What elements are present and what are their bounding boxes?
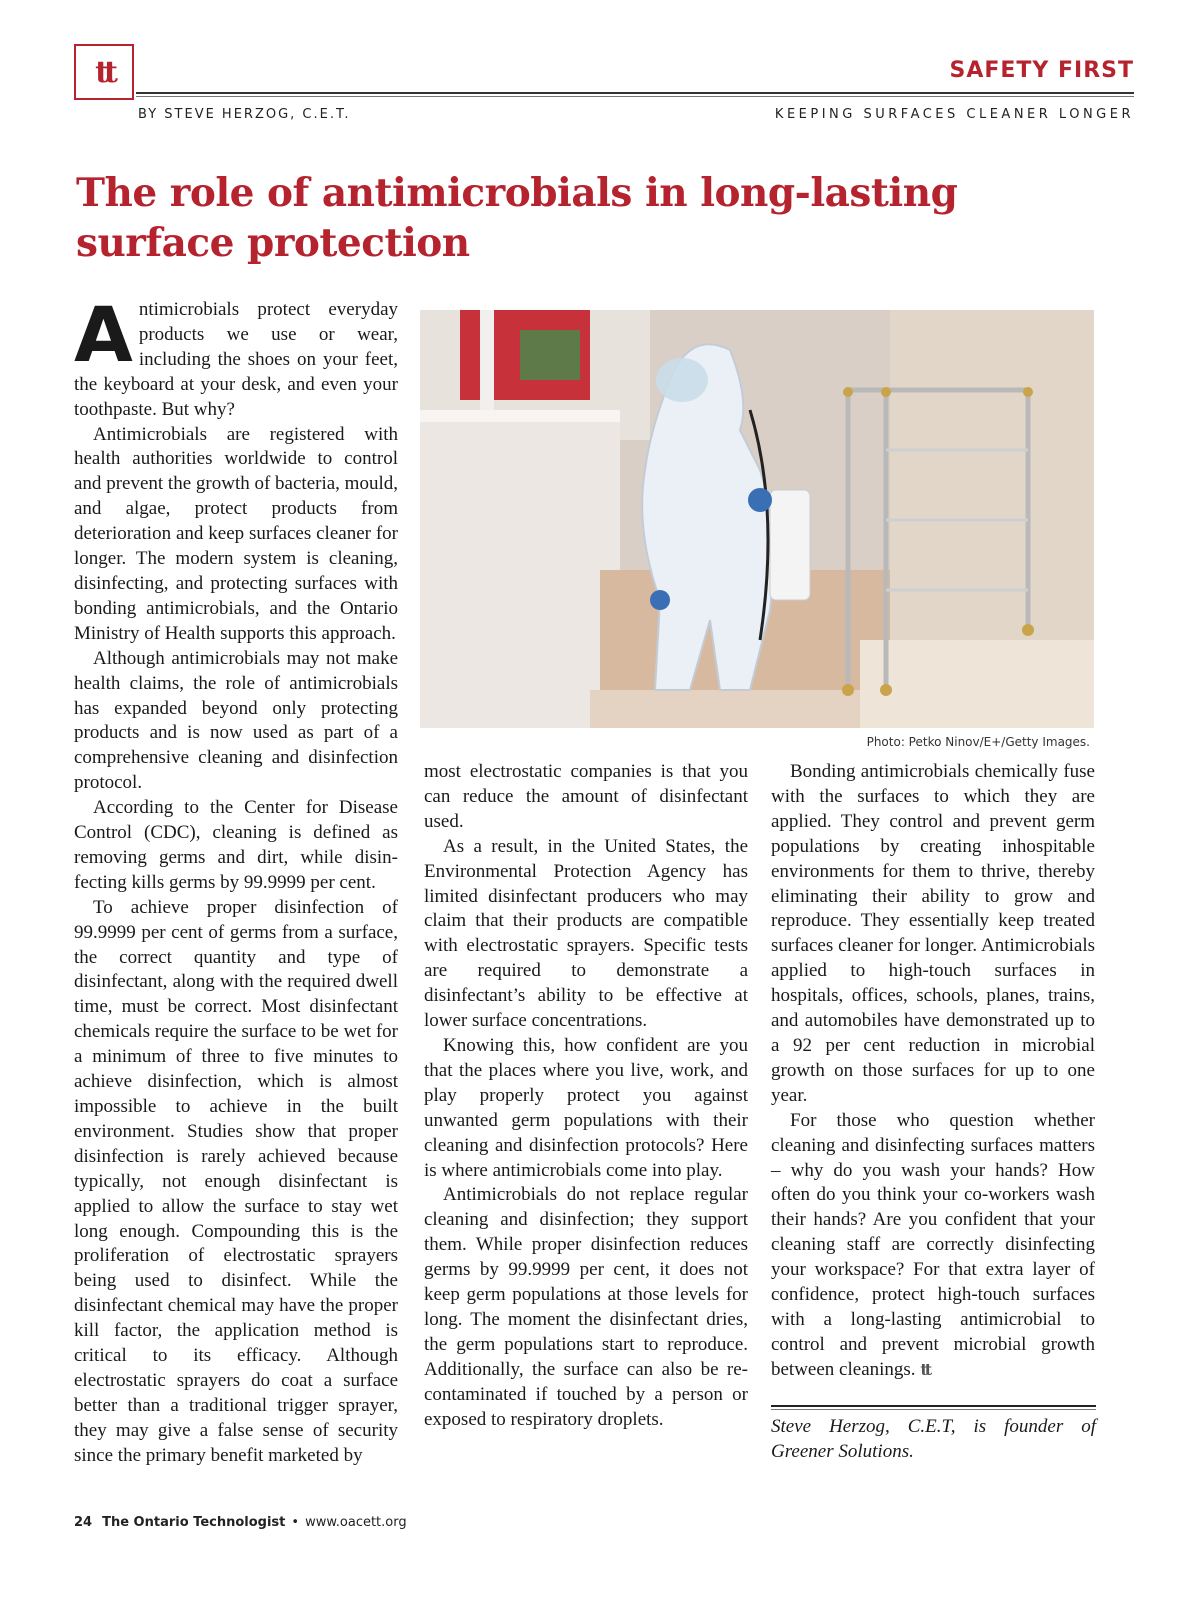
- header-rule-thin: [136, 96, 1134, 97]
- paragraph-text: For those who question whether cleaning and disinfecting surfaces matters – why do you wash your hands? How often do you think your co-workers wash their hands? Are you confident that your cleaning staff are correctly disinfecting your workspace? For that extra layer of confidence, protect high-touch surfaces with a long-lasting antimicrobial to control and prevent microbial growth between cleanings.: [771, 1109, 1095, 1380]
- article-paragraph: Antimicrobials do not replace regular cleaning and disinfection; they support them. While proper disinfection reduces germs by 99.9999 per cent, it does not keep germ populations at those levels for long. The moment the disinfectant dries, the germ populations start to reproduce. Additionally, the surface can also be re-contaminated if touched by a person or exposed to respiratory droplets.: [424, 1184, 748, 1430]
- article-paragraph: [74, 290, 398, 423]
- header-rule: [136, 92, 1134, 94]
- article-paragraph: Knowing this, how confident are you that the places where you live, work, and play properly protect you against unwanted germ populations with their cleaning and disinfection protocols? Here is where antimicrobials come into play.: [424, 1034, 748, 1181]
- article-column-1: [74, 290, 398, 1469]
- page-footer: [74, 1515, 407, 1530]
- paragraph-text: ntimicrobials protect everyday products we use or wear, including the shoes on your feet, the keyboard at your desk, and even your toothpaste. But why?: [74, 299, 398, 420]
- page-number: 24: [74, 1515, 93, 1530]
- kicker: KEEPING SURFACES CLEANER LONGER: [774, 107, 1134, 122]
- byline: BY STEVE HERZOG, C.E.T.: [138, 107, 351, 122]
- website-link[interactable]: www.oacett.org: [305, 1515, 407, 1530]
- bio-rule: [771, 1405, 1096, 1407]
- article-paragraph: Although antimicrobials may not make health claims, the role of antimicrobials has expanded beyond only protecting products and is now used as part of a comprehensive cleaning and disinfection protocol.: [74, 647, 398, 794]
- magazine-name: The Ontario Technologist: [102, 1515, 286, 1530]
- article-paragraph: Bonding antimicrobials chemically fuse with the surfaces to which they are applied. They control and prevent germ populations by creating inhospitable environments for them to thrive, thereby eliminating their ability to grow and reproduce. They essentially keep treated surfaces cleaner for longer. Antimicrobials applied to high-touch surfaces in hospitals, offices, schools, planes, trains, and automobiles have demonstrated up to a 92 per cent reduction in microbial growth on those surfaces for up to one year.: [771, 761, 1095, 1106]
- article-paragraph: Antimicrobials are registered with health authorities worldwide to control and prevent the growth of bacteria, mould, and algae, protect products from deterioration and keep surfaces cleaner for longer. The modern system is cleaning, disinfecting, and protecting surfaces with bonding antimicrobials, and the Ontario Ministry of Health supports this approach.: [74, 423, 398, 644]
- magazine-logo: [74, 44, 134, 100]
- article-title: The role of antimicrobials in long-lasting surface protection: [76, 170, 958, 266]
- footer-separator: •: [291, 1515, 300, 1530]
- article-paragraph: According to the Center for Disease Control (CDC), cleaning is defined as removing germs and dirt, while disinfecting kills germs by 99.9999 per cent.: [74, 797, 398, 893]
- author-bio: Steve Herzog, C.E.T, is founder of Greener Solutions.: [771, 1416, 1096, 1462]
- logo-text: tt: [95, 54, 113, 90]
- section-label: SAFETY FIRST: [949, 58, 1134, 83]
- article-paragraph: [771, 1109, 1095, 1383]
- end-mark-icon: tt: [920, 1359, 930, 1379]
- article-column-3: [771, 760, 1095, 1383]
- article-column-2: [424, 760, 748, 1432]
- article-paragraph: most electrostatic companies is that you can reduce the amount of disinfectant used.: [424, 761, 748, 832]
- photo-credit: Photo: Petko Ninov/E+/Getty Images.: [866, 735, 1090, 749]
- article-photo: [420, 310, 1094, 728]
- bio-rule-thin: [771, 1409, 1096, 1410]
- article-paragraph: As a result, in the United States, the Environmental Protection Agency has limited disinfectant producers who may claim that their products are compatible with electrostatic sprayers. Specific tests are required to demonstrate a disinfectant’s ability to be effective at lower surface concentrations.: [424, 835, 748, 1032]
- article-paragraph: To achieve proper disinfection of 99.9999 per cent of germs from a surface, the correct quantity and type of disinfectant, along with the required dwell time, must be correct. Most disinfectant chemicals require the surface to be wet for a minimum of three to five minutes to achieve disinfection, which is almost impossible to achieve in the built environment. Studies show that proper disinfection is rarely achieved because typically, not enough disinfectant is applied to allow the surface to stay wet long enough. Compounding this is the proliferation of electrostatic sprayers being used to disinfect. While the disinfectant chemical may have the proper kill factor, the application method is critical to its efficacy. Although electrostatic sprayers do coat a surface better than a traditional trigger sprayer, they may give a false sense of security since the primary benefit marketed by: [74, 896, 398, 1466]
- drop-cap: A: [74, 290, 133, 379]
